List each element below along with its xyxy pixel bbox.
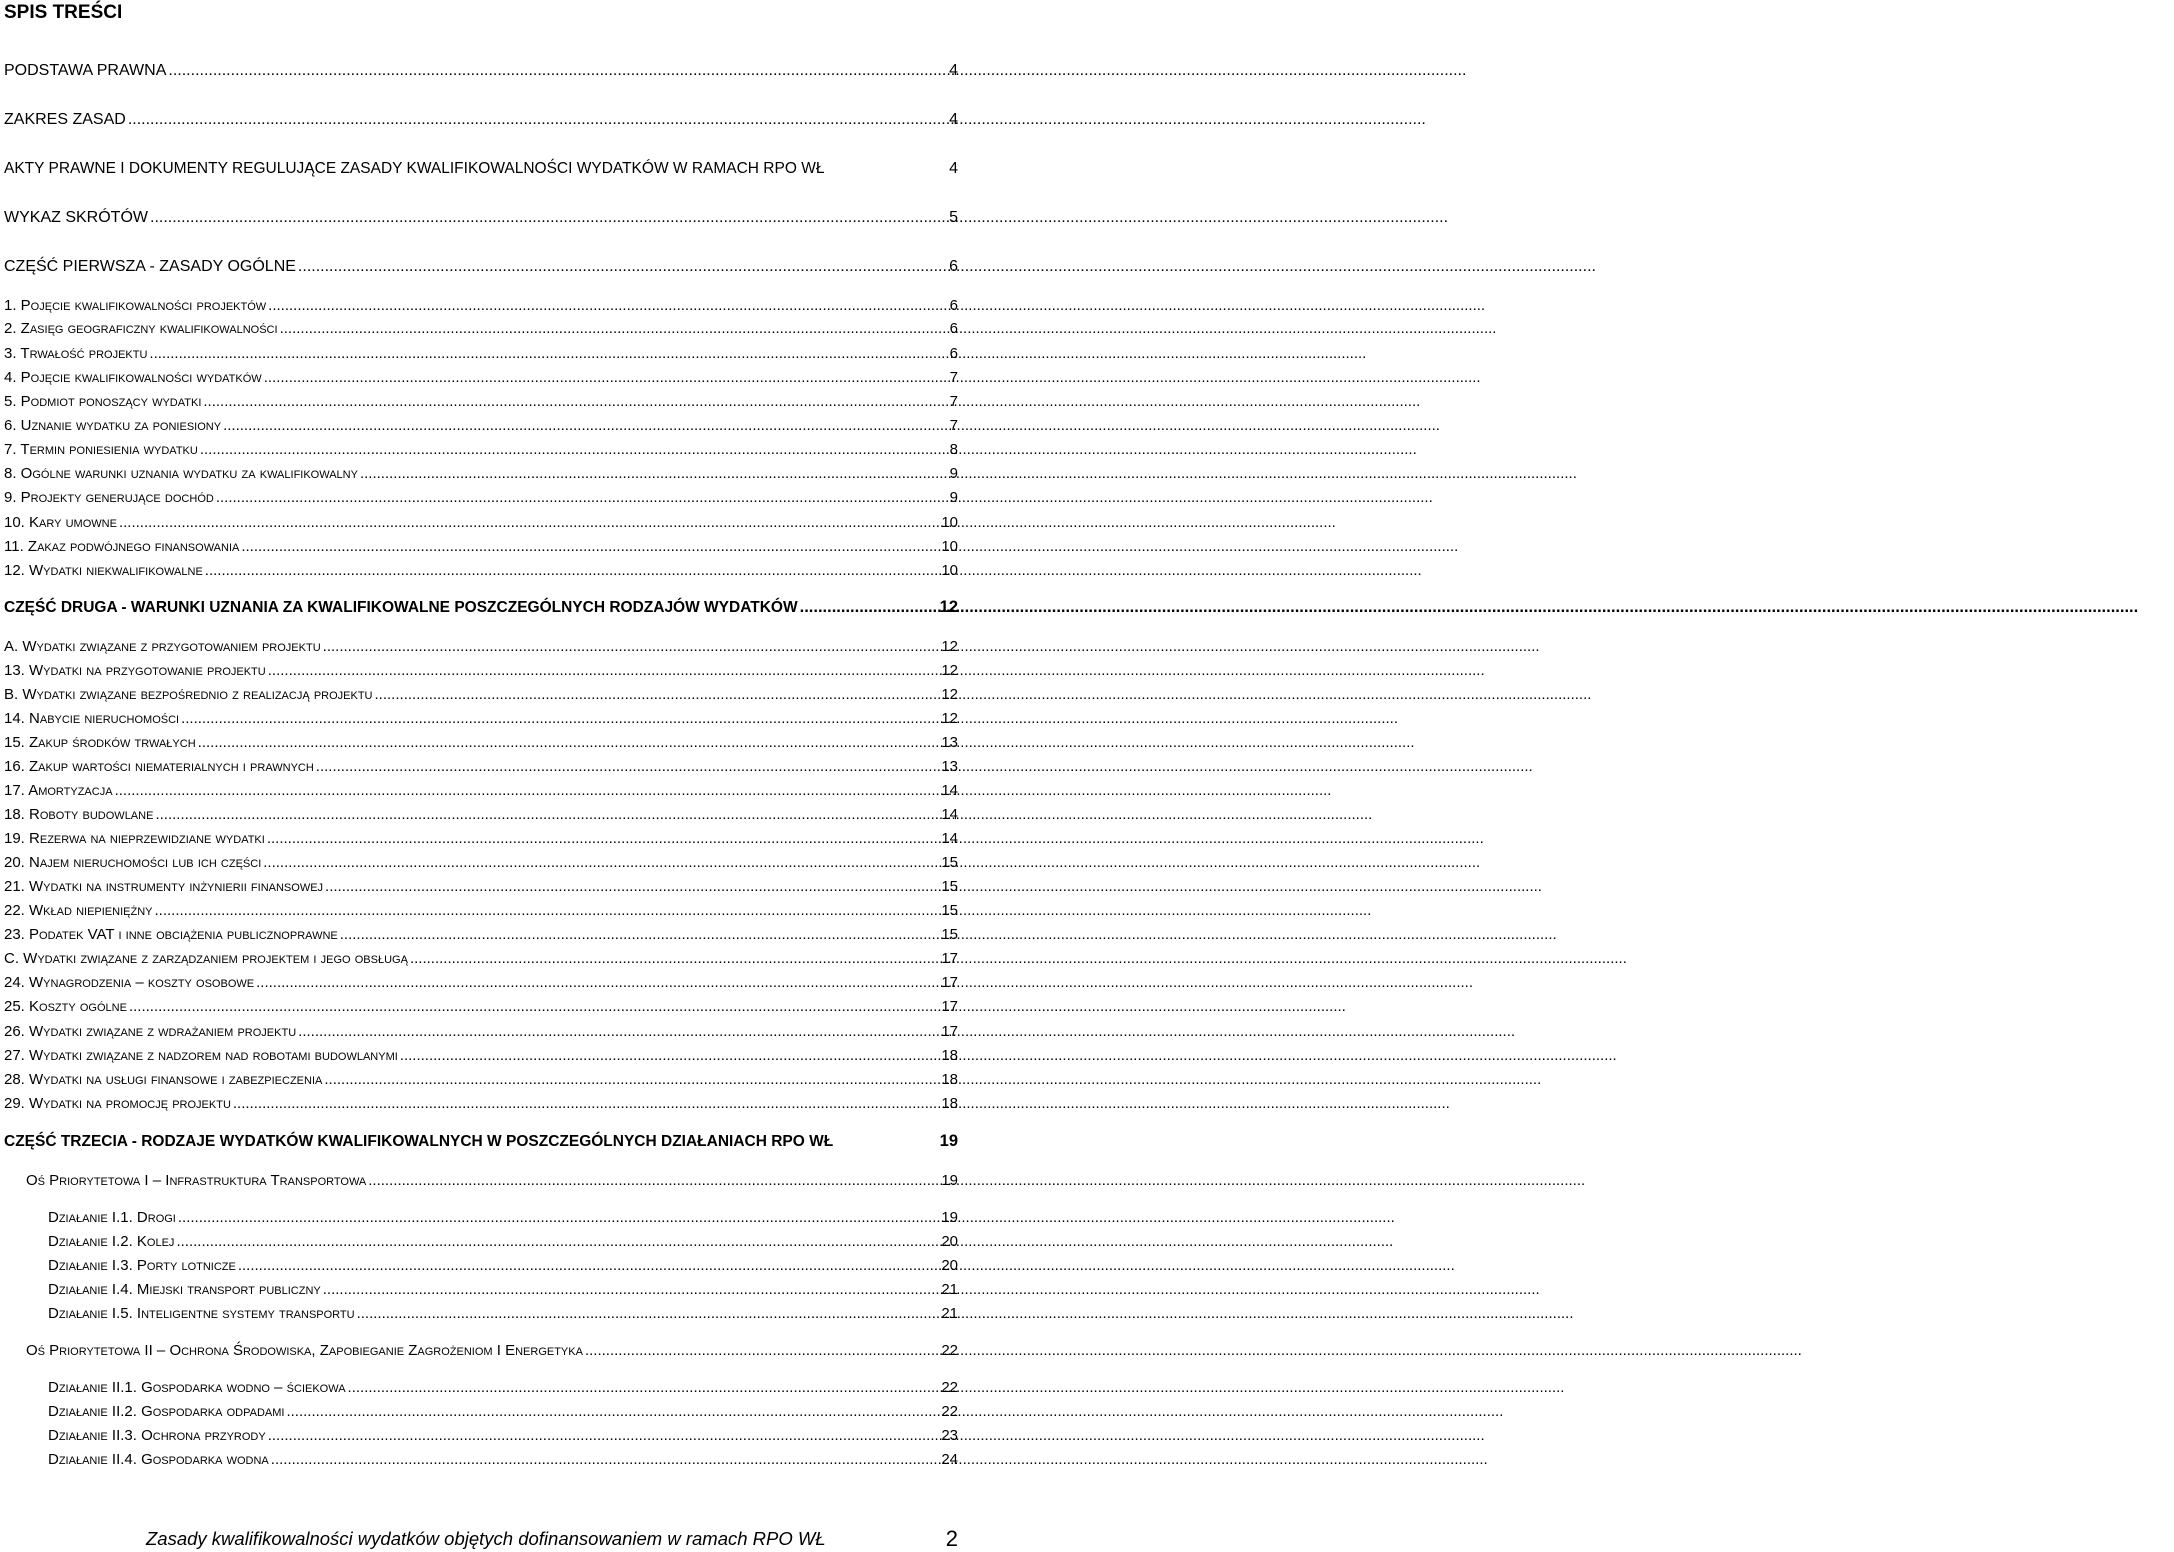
toc-entry-page: 6 [949, 345, 958, 362]
toc-entry-label: 18. Roboty budowlane [4, 806, 154, 823]
toc-entry-label: 11. Zakaz podwójnego finansowania [4, 538, 240, 555]
toc-leader [271, 1451, 940, 1468]
toc-entry[interactable] [4, 297, 958, 314]
toc-entry-label: Działanie II.1. Gospodarka wodno – ściekowa [48, 1379, 346, 1396]
toc-entry[interactable] [4, 878, 958, 895]
toc-leader [149, 345, 947, 362]
toc-entry-page: 7 [949, 369, 958, 386]
toc-entry-page: 24 [941, 1451, 958, 1468]
toc-entry-page: 12 [939, 598, 958, 616]
toc-entry[interactable] [4, 320, 958, 337]
toc-entry-label: 22. Wkład niepieniężny [4, 902, 153, 919]
toc-entry-page: 23 [941, 1427, 958, 1444]
toc-entry[interactable] [48, 1379, 958, 1396]
toc-entry-label: Działanie II.4. Gospodarka wodna [48, 1451, 269, 1468]
toc-leader [280, 320, 948, 337]
toc-entry-page: 8 [949, 441, 958, 458]
toc-leader [115, 782, 940, 799]
toc-entry-page: 17 [941, 974, 958, 991]
page-footer [0, 1522, 960, 1551]
toc-leader [324, 1071, 939, 1088]
toc-entry[interactable] [4, 369, 958, 386]
toc-entry[interactable] [48, 1257, 958, 1274]
toc-leader [154, 902, 939, 919]
toc-entry-label: 27. Wydatki związane z nadzorem nad robotami budowlanymi [4, 1047, 398, 1064]
toc-entry-page: 4 [949, 160, 958, 177]
toc-entry-label: A. Wydatki związane z przygotowaniem projektu [4, 638, 321, 655]
toc-leader [267, 830, 939, 847]
toc-entry[interactable] [4, 345, 958, 362]
toc-entry-label: 4. Pojęcie kwalifikowalności wydatków [4, 369, 262, 386]
toc-entry-page: 12 [941, 662, 958, 679]
toc-entry-page: 22 [941, 1342, 958, 1359]
toc-entry-label: 19. Rezerwa na nieprzewidziane wydatki [4, 830, 265, 847]
toc-entry-label: AKTY PRAWNE I DOKUMENTY REGULUJĄCE ZASADY KWALIFIKOWALNOŚCI WYDATKÓW W RAMACH RPO WŁ [4, 160, 825, 177]
toc-entry[interactable] [4, 638, 958, 655]
toc-leader [357, 1305, 940, 1322]
toc-entry-label: 9. Projekty generujące dochód [4, 489, 214, 506]
toc-entry-label: 21. Wydatki na instrumenty inżynierii finansowej [4, 878, 324, 895]
toc-entry-label: 28. Wydatki na usługi finansowe i zabezpieczenia [4, 1071, 323, 1088]
toc-entry[interactable] [4, 62, 958, 80]
toc-entry-label: 7. Termin poniesienia wydatku [4, 441, 198, 458]
toc-leader [200, 441, 948, 458]
toc-entry-page: 18 [941, 1095, 958, 1112]
toc-entry[interactable] [4, 662, 958, 679]
toc-entry-page: 20 [941, 1233, 958, 1250]
toc-entry-page: 15 [941, 854, 958, 871]
toc-entry[interactable] [4, 209, 958, 227]
toc-leader [325, 878, 939, 895]
toc-entry-label: Działanie I.1. Drogi [48, 1209, 176, 1226]
toc-entry-label: Oś Priorytetowa II – Ochrona Środowiska, Zapobieganie Zagrożeniom I Energetyka [26, 1342, 583, 1359]
toc-entry[interactable] [4, 758, 958, 775]
toc-entry[interactable] [4, 854, 958, 871]
toc-entry-label: 14. Nabycie nieruchomości [4, 710, 180, 727]
toc-leader [286, 1403, 939, 1420]
toc-entry[interactable] [26, 1342, 958, 1359]
toc-leader [323, 638, 940, 655]
toc-entry-page: 13 [941, 734, 958, 751]
toc-entry-page: 12 [941, 686, 958, 703]
toc-leader [238, 1257, 939, 1274]
toc-leader [128, 111, 947, 129]
table-of-contents [0, 0, 960, 1500]
toc-entry-page: 6 [949, 320, 958, 337]
toc-leader [348, 1379, 940, 1396]
toc-entry-label: C. Wydatki związane z zarządzaniem projektem i jego obsługą [4, 950, 408, 967]
toc-entry-label: Działanie I.4. Miejski transport publiczny [48, 1281, 321, 1298]
toc-leader [176, 1233, 939, 1250]
toc-entry-page: 19 [941, 1172, 958, 1189]
toc-entry[interactable] [48, 1233, 958, 1250]
toc-entry-label: 26. Wydatki związane z wdrażaniem projektu [4, 1023, 297, 1040]
toc-entry[interactable] [26, 1172, 958, 1189]
toc-entry[interactable] [48, 1209, 958, 1226]
toc-leader [216, 489, 948, 506]
toc-leader [198, 734, 940, 751]
toc-entry-page: 4 [949, 111, 958, 128]
toc-entry-label: 12. Wydatki niekwalifikowalne [4, 562, 203, 579]
toc-entry[interactable] [4, 258, 958, 276]
toc-entry-page: 17 [941, 950, 958, 967]
toc-leader [155, 806, 939, 823]
toc-entry-page: 13 [941, 758, 958, 775]
toc-entry-label: 29. Wydatki na promocję projektu [4, 1095, 231, 1112]
toc-entry-page: 6 [949, 258, 958, 275]
toc-entry-label: Działanie I.5. Inteligentne systemy transportu [48, 1305, 355, 1322]
toc-entry-label: 10. Kary umowne [4, 514, 117, 531]
toc-entry[interactable] [4, 806, 958, 823]
toc-entry-page: 20 [941, 1257, 958, 1274]
toc-entry[interactable] [4, 465, 958, 482]
toc-entry-page: 22 [941, 1403, 958, 1420]
toc-leader [375, 686, 940, 703]
toc-entry[interactable] [4, 830, 958, 847]
toc-entry-label: 16. Zakup wartości niematerialnych i prawnych [4, 758, 314, 775]
toc-entry[interactable] [4, 393, 958, 410]
toc-entry[interactable] [4, 1047, 958, 1064]
toc-entry[interactable] [4, 1095, 958, 1112]
toc-leader [268, 662, 940, 679]
toc-leader [150, 209, 947, 227]
toc-entry-label: Oś Priorytetowa I – Infrastruktura Transportowa [26, 1172, 367, 1189]
toc-entry-label: Działanie II.2. Gospodarka odpadami [48, 1403, 285, 1420]
toc-entry[interactable] [4, 974, 958, 991]
toc-entry-label: 6. Uznanie wydatku za poniesiony [4, 417, 222, 434]
toc-entry[interactable] [4, 489, 958, 506]
toc-leader [323, 1281, 940, 1298]
toc-leader [400, 1047, 940, 1064]
toc-entry-page: 10 [941, 562, 958, 579]
toc-entry-page: 14 [941, 782, 958, 799]
toc-leader [233, 1095, 939, 1112]
toc-entry-page: 6 [949, 297, 958, 314]
toc-entry-label: 25. Koszty ogólne [4, 998, 127, 1015]
toc-entry-label: 8. Ogólne warunki uznania wydatku za kwalifikowalny [4, 465, 358, 482]
toc-entry[interactable] [48, 1427, 958, 1444]
toc-entry[interactable] [4, 902, 958, 919]
toc-entry-page: 18 [941, 1071, 958, 1088]
toc-entry[interactable] [4, 710, 958, 727]
toc-entry-label: 5. Podmiot ponoszący wydatki [4, 393, 202, 410]
toc-entry[interactable] [4, 562, 958, 579]
toc-entry[interactable] [4, 598, 958, 617]
toc-entry-label: 13. Wydatki na przygotowanie projektu [4, 662, 266, 679]
toc-entry-label: 3. Trwałość projektu [4, 345, 148, 362]
toc-entry-page: 10 [941, 538, 958, 555]
toc-entry-page: 7 [949, 417, 958, 434]
toc-entry[interactable] [4, 1023, 958, 1040]
toc-entry-label: PODSTAWA PRAWNA [4, 62, 167, 79]
toc-entry[interactable] [4, 160, 958, 178]
footer-text: Zasady kwalifikowalności wydatków objętych dofinansowaniem w ramach RPO WŁ [146, 1528, 826, 1549]
toc-entry-label: 15. Zakup środków trwałych [4, 734, 196, 751]
toc-entry[interactable] [4, 514, 958, 531]
toc-leader [298, 258, 947, 276]
toc-entry-page: 21 [941, 1305, 958, 1322]
toc-entry-page: 15 [941, 926, 958, 943]
toc-entry[interactable] [48, 1403, 958, 1420]
toc-entry[interactable] [4, 417, 958, 434]
toc-entry-label: CZĘŚĆ TRZECIA - RODZAJE WYDATKÓW KWALIFIKOWALNYCH W POSZCZEGÓLNYCH DZIAŁANIACH RPO WŁ [4, 1133, 834, 1150]
toc-leader [119, 514, 939, 531]
toc-entry-page: 10 [941, 514, 958, 531]
toc-entry-page: 21 [941, 1281, 958, 1298]
toc-leader [585, 1342, 939, 1359]
toc-leader [340, 926, 940, 943]
toc-entry-page: 9 [949, 489, 958, 506]
toc-entry-page: 7 [949, 393, 958, 410]
toc-entry[interactable] [4, 998, 958, 1015]
toc-leader [178, 1209, 939, 1226]
toc-leader [360, 465, 948, 482]
toc-entry-page: 9 [949, 465, 958, 482]
toc-entry-label: 23. Podatek VAT i inne obciążenia publicznoprawne [4, 926, 338, 943]
toc-entry-page: 14 [941, 806, 958, 823]
toc-entry[interactable] [48, 1281, 958, 1298]
toc-entry[interactable] [4, 950, 958, 967]
toc-entry-page: 17 [941, 998, 958, 1015]
toc-entry-label: 24. Wynagrodzenia – koszty osobowe [4, 974, 255, 991]
toc-leader [205, 562, 940, 579]
toc-entry-label: Działanie I.2. Kolej [48, 1233, 175, 1250]
toc-title: SPIS TREŚCI [4, 2, 123, 23]
toc-leader [268, 1427, 940, 1444]
toc-entry[interactable] [4, 1071, 958, 1088]
toc-entry-page: 14 [941, 830, 958, 847]
toc-leader [168, 62, 947, 80]
toc-entry-label: CZĘŚĆ DRUGA - WARUNKI UZNANIA ZA KWALIFIKOWALNE POSZCZEGÓLNYCH RODZAJÓW WYDATKÓW [4, 599, 798, 616]
toc-leader [298, 1023, 939, 1040]
toc-entry[interactable] [4, 1132, 958, 1151]
toc-leader [203, 393, 947, 410]
toc-entry-label: Działanie II.3. Ochrona przyrody [48, 1427, 266, 1444]
toc-entry-page: 19 [941, 1209, 958, 1226]
toc-entry-page: 19 [939, 1132, 958, 1150]
toc-leader [181, 710, 939, 727]
toc-entry-label: CZĘŚĆ PIERWSZA - ZASADY OGÓLNE [4, 258, 296, 275]
toc-entry-page: 15 [941, 878, 958, 895]
toc-leader [129, 998, 939, 1015]
page-number: 2 [945, 1526, 958, 1551]
toc-entry-label: Działanie I.3. Porty lotnicze [48, 1257, 236, 1274]
toc-leader [263, 854, 939, 871]
toc-entry[interactable] [4, 111, 958, 129]
toc-entry-label: ZAKRES ZASAD [4, 111, 126, 128]
toc-leader [316, 758, 940, 775]
toc-entry-page: 22 [941, 1379, 958, 1396]
toc-entry[interactable] [4, 734, 958, 751]
toc-entry[interactable] [4, 686, 958, 703]
toc-entry-label: 2. Zasięg geograficzny kwalifikowalności [4, 320, 278, 337]
toc-leader [410, 950, 939, 967]
toc-leader [368, 1172, 939, 1189]
toc-leader [241, 538, 939, 555]
toc-entry-page: 12 [941, 638, 958, 655]
toc-entry[interactable] [4, 538, 958, 555]
toc-entry-label: 1. Pojęcie kwalifikowalności projektów [4, 297, 267, 314]
toc-entry[interactable] [4, 782, 958, 799]
toc-entry-label: WYKAZ SKRÓTÓW [4, 209, 148, 226]
toc-entry-page: 15 [941, 902, 958, 919]
toc-leader [800, 598, 938, 617]
toc-entry-page: 17 [941, 1023, 958, 1040]
toc-entry[interactable] [4, 926, 958, 943]
toc-entry[interactable] [4, 441, 958, 458]
toc-entry-page: 5 [949, 209, 958, 226]
toc-leader [264, 369, 948, 386]
toc-entry[interactable] [48, 1451, 958, 1468]
toc-entry-label: 17. Amortyzacja [4, 782, 113, 799]
toc-leader [268, 297, 947, 314]
toc-entry-label: 20. Najem nieruchomości lub ich części [4, 854, 262, 871]
toc-entry-page: 12 [941, 710, 958, 727]
toc-entry-page: 18 [941, 1047, 958, 1064]
toc-leader [256, 974, 939, 991]
toc-entry[interactable] [48, 1305, 958, 1322]
toc-entry-label: B. Wydatki związane bezpośrednio z realizacją projektu [4, 686, 373, 703]
toc-leader [223, 417, 948, 434]
toc-entry-page: 4 [949, 62, 958, 79]
